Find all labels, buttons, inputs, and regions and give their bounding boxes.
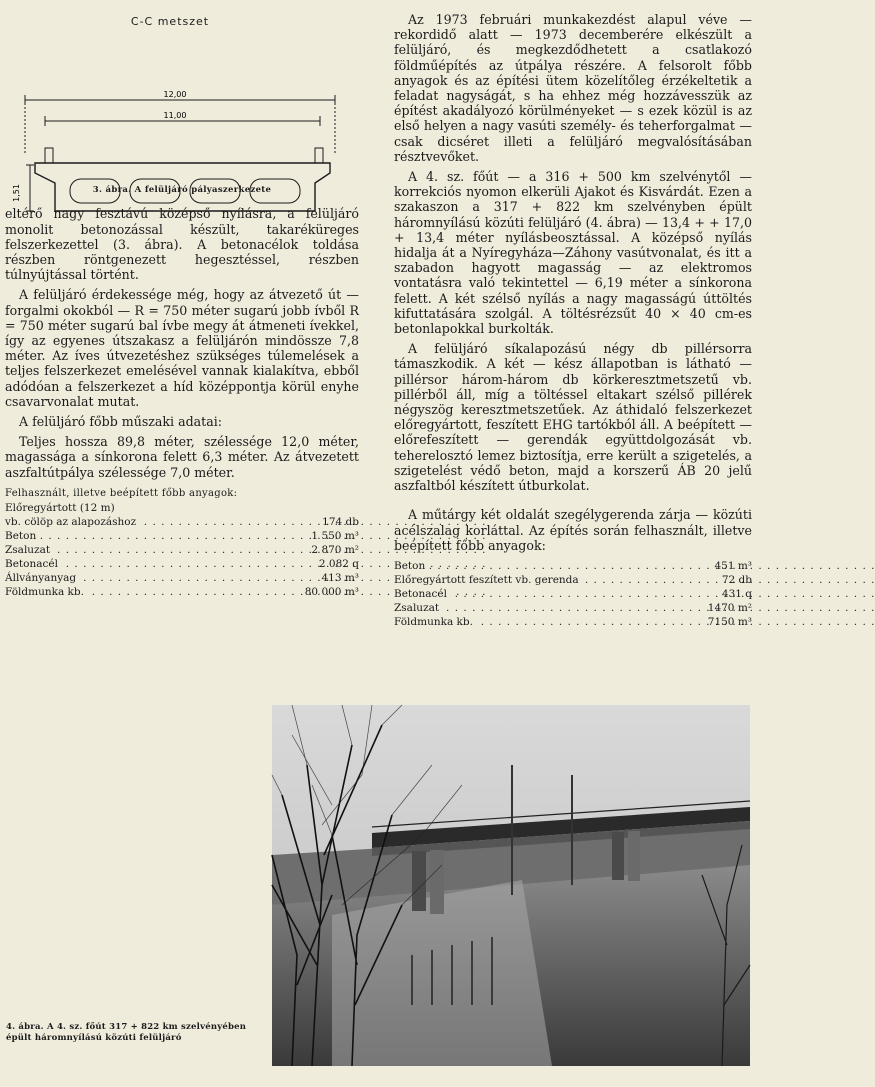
material-label: vb. cölöp az alapozáshoz (5, 516, 139, 528)
material-value: 72 db (721, 573, 752, 586)
material-label: Előregyártott feszített vb. gerenda (394, 574, 582, 586)
material-value: 2 082 q (318, 558, 359, 571)
material-value: 451 m³ (714, 559, 752, 572)
material-value: 431 q (721, 587, 752, 600)
right-paragraph: Az 1973 februári munkakezdést alapul véve — rekordidő alatt — 1973 decemberére elkészült a felüljáró, és megkezdődhetett a csatlakozó földműépítés az útpálya részére. A felsorolt főbb anyagok és az építési ütem közelítőleg érzékeltetik a feladat nagyságát, s ha ehhez még hozzávesszük az építést akadályozó körülményeket — s ezek közül is az első helyen a nagy vasúti személy- és teherforgalmat — csak dicséret illeti a felüljáró megvalósításában résztvevőket. (394, 12, 752, 164)
left-column (5, 0, 359, 599)
table-row (394, 587, 752, 601)
material-label: Földmunka kb. (5, 586, 87, 598)
material-value: 7150 m³ (707, 615, 752, 628)
bridge-photo (272, 705, 750, 1066)
material-value: 174 db (322, 516, 359, 529)
table-row (394, 601, 752, 615)
material-value: 413 m³ (321, 572, 359, 585)
figure4-caption: 4. ábra. A 4. sz. főút 317 + 822 km szelvényében épült háromnyílású közúti felüljáró (6, 1022, 247, 1043)
dim-road-label: 11,00 (163, 111, 187, 121)
table-row (5, 571, 359, 585)
table-row (5, 501, 359, 515)
table-row (5, 557, 359, 571)
material-label: Beton (394, 560, 428, 572)
dim-total-label: 12,00 (163, 90, 187, 100)
table-row (5, 529, 359, 543)
material-label: Zsaluzat (5, 544, 53, 556)
left-paragraph: eltérő nagy fesztávú középső nyílásra, a felüljáró monolit betonozással készült, takaréküreges felszerkezettel (3. ábra). A betonacélok toldása részben röntgenezett hegesztéssel, részben túlnyújtással történt. (5, 206, 359, 283)
dim-height-label: 1,51 (12, 184, 21, 203)
table-row (5, 585, 359, 599)
material-label: Betonacél (5, 558, 61, 570)
material-label: Betonacél (394, 588, 450, 600)
table-row (394, 573, 752, 587)
material-label: Állványanyag (5, 572, 79, 584)
table-row (394, 559, 752, 573)
right-paragraph: A műtárgy két oldalát szegélygerenda zárja — közúti acélszalag korláttal. Az építés során felhasznált, illetve beépített főbb anyagok: (394, 507, 752, 553)
material-label: Földmunka kb. (394, 616, 476, 628)
right-materials-table (394, 559, 752, 629)
left-paragraph: Teljes hossza 89,8 méter, szélessége 12,0 méter, magassága a sínkorona felett 6,3 méter. Az átvezetett aszfaltútpálya szélessége 7,0 méter. (5, 434, 359, 480)
materials-pre-label: Előregyártott (12 m) (5, 502, 115, 515)
left-paragraph: A felüljáró főbb műszaki adatai: (19, 414, 223, 430)
right-column (394, 12, 752, 629)
table-row (5, 543, 359, 557)
figure3-caption: 3. ábra. A felüljáró pályaszerkezete (92, 185, 272, 196)
material-value: 80 000 m³ (304, 586, 359, 599)
figure3-title: C-C metszet (130, 15, 210, 28)
material-value: 2 870 m² (311, 544, 359, 557)
left-materials-table (5, 501, 359, 599)
material-label: Beton (5, 530, 39, 542)
table-row (394, 615, 752, 629)
material-value: 1 550 m³ (311, 530, 359, 543)
material-value: 1470 m² (707, 601, 752, 614)
bridge-photo-image (272, 705, 750, 1066)
left-paragraph: A felüljáró érdekessége még, hogy az átvezető út — forgalmi okokból — R = 750 méter sugarú jobb ívből R = 750 méter sugarú bal ívbe megy át átmeneti ívekkel, így az egyenes útszakasz a felüljárón mindössze 7,8 méter. Az íves útvezetéshez szükséges túlemelések a teljes felszerkezet emelésével vannak kialakítva, ebből adódóan a felszerkezet a híd középpontja körül enyhe csavarvonalat mutat. (5, 287, 359, 409)
materials-heading: Felhasznált, illetve beépített főbb anyagok: (5, 487, 238, 499)
table-row (5, 515, 359, 529)
material-label: Zsaluzat (394, 602, 442, 614)
right-paragraph: A 4. sz. főút — a 316 + 500 km szelvénytől — korrekciós nyomon elkerüli Ajakot és Kisvárdát. Ezen a szakaszon a 317 + 822 km szelvényben épült háromnyílású közúti felüljáró (4. ábra) — 13,4 + + 17,0 + 13,4 méter nyílásbeosztással. A középső nyílás hidalja át a Nyíregyháza—Záhony vasútvonalat, és itt a szabadon hagyott magasság — az elektromos vontatásra való tekintettel — 6,19 méter a sínkorona felett. A két szélső nyílás a nagy magasságú úttöltés kifuttatására szolgál. A töltésrézsűt 40 × 40 cm-es betonlapokkal burkolták. (394, 169, 752, 337)
right-paragraph: A felüljáró síkalapozású négy db pillérsorra támaszkodik. A két — kész állapotban is látható — pillérsor három-három db körkeresztmetszetű vb. pillérből áll, míg a töltéssel eltakart szélső pillérek négyszög keresztmetszetűek. Az áthidaló felszerkezet előregyártott, feszített EHG tartókból áll. A beépített — előrefeszített — gerendák együttdolgozását vb. teherelosztó lemez biztosítja, erre került a szigetelés, a szigetelést védő beton, majd a korszerű ÁB 20 jelű aszfaltból készített útburkolat. (394, 341, 752, 494)
